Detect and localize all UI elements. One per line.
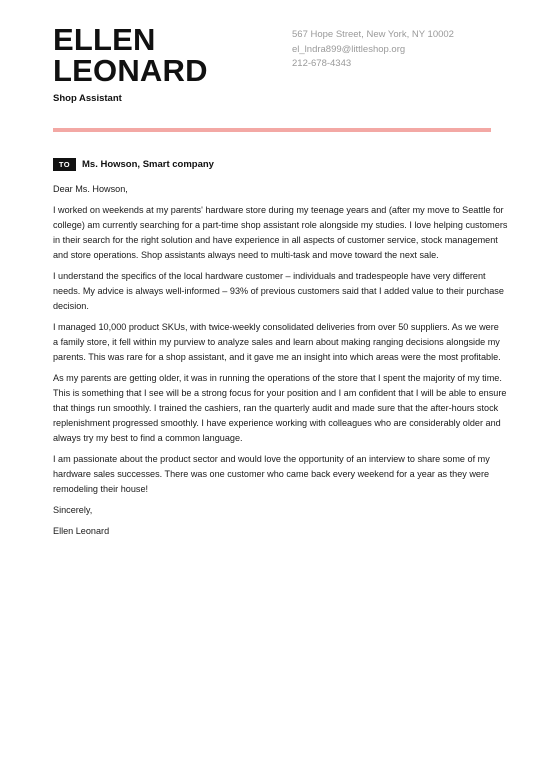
paragraph [53, 203, 508, 263]
paragraph-line: college) am currently searching for a part-time shop assistant role alongside my studies. I love helping customers [53, 220, 508, 230]
contact-phone: 212-678-4343 [292, 58, 352, 69]
paragraph [53, 452, 493, 497]
recipient-name: Ms. Howson, Smart company [82, 158, 214, 170]
paragraph-line: I am passionate about the product sector and would love the opportunity of an interview to share some of my [53, 454, 490, 464]
contact-address: 567 Hope Street, New York, NY 10002 [292, 29, 454, 40]
to-badge: TO [53, 158, 76, 171]
paragraph-line: in their search for the right solution and have experience in all aspects of customer service, stock management [53, 235, 498, 245]
paragraph-line: parents. This was rare for a shop assistant, and it gave me an insight into which areas were the most profitable. [53, 352, 501, 362]
applicant-name [53, 24, 273, 86]
contact-email: el_lndra899@littleshop.org [292, 43, 406, 55]
paragraph [53, 269, 504, 314]
closing: Sincerely, [53, 505, 93, 515]
paragraph-line: always try my best to find a common language. [53, 433, 243, 443]
paragraph-line: needs. My advice is always well-informed – 93% of previous customers said that I added value to their purchase [53, 286, 504, 296]
recipient-row [53, 157, 214, 171]
paragraph-line: I worked on weekends at my parents' hardware store during my teenage years and (after my move to Seattle for [53, 205, 504, 215]
letter-body [53, 182, 508, 539]
paragraph-line: that things run smoothly. I trained the cashiers, ran the quarterly audit and made sure that the after-hours stock [53, 403, 499, 413]
paragraph-line: I managed 10,000 product SKUs, with twice-weekly consolidated deliveries from over 50 suppliers. As we were [53, 322, 499, 332]
signature-name: Ellen Leonard [53, 526, 110, 536]
paragraph-line: and store operations. Shop assistants always need to multi-task and move toward the next sale. [53, 250, 439, 260]
paragraph-line: This is something that I see will be a strong focus for your position and I am confident that I will be able to ensure [53, 388, 507, 398]
paragraph-line: hardware sales successes. There was one customer who came back every weekend for a year as they were [53, 469, 490, 479]
paragraph-line: a family store, it fell within my purview to analyze sales and learn about making ranging decisions alongside my [53, 337, 500, 347]
contact-info [292, 28, 454, 72]
paragraph [53, 320, 501, 365]
paragraph-line: As my parents are getting older, it was in running the operations of the store that I spent the majority of my time. [53, 373, 502, 383]
job-title: Shop Assistant [53, 93, 122, 104]
last-name: LEONARD [53, 53, 208, 88]
first-name: ELLEN [53, 22, 156, 57]
paragraph-line: decision. [53, 301, 89, 311]
paragraph [53, 371, 507, 446]
paragraph-line: remodeling their house! [53, 484, 149, 494]
salutation: Dear Ms. Howson, [53, 184, 128, 194]
paragraph-line: replenishment progressed smoothly. I have experience working with colleagues who are considerably older and [53, 418, 501, 428]
accent-divider [53, 128, 491, 132]
paragraph-line: I understand the specifics of the local hardware customer – individuals and tradespeople have very different [53, 271, 486, 281]
